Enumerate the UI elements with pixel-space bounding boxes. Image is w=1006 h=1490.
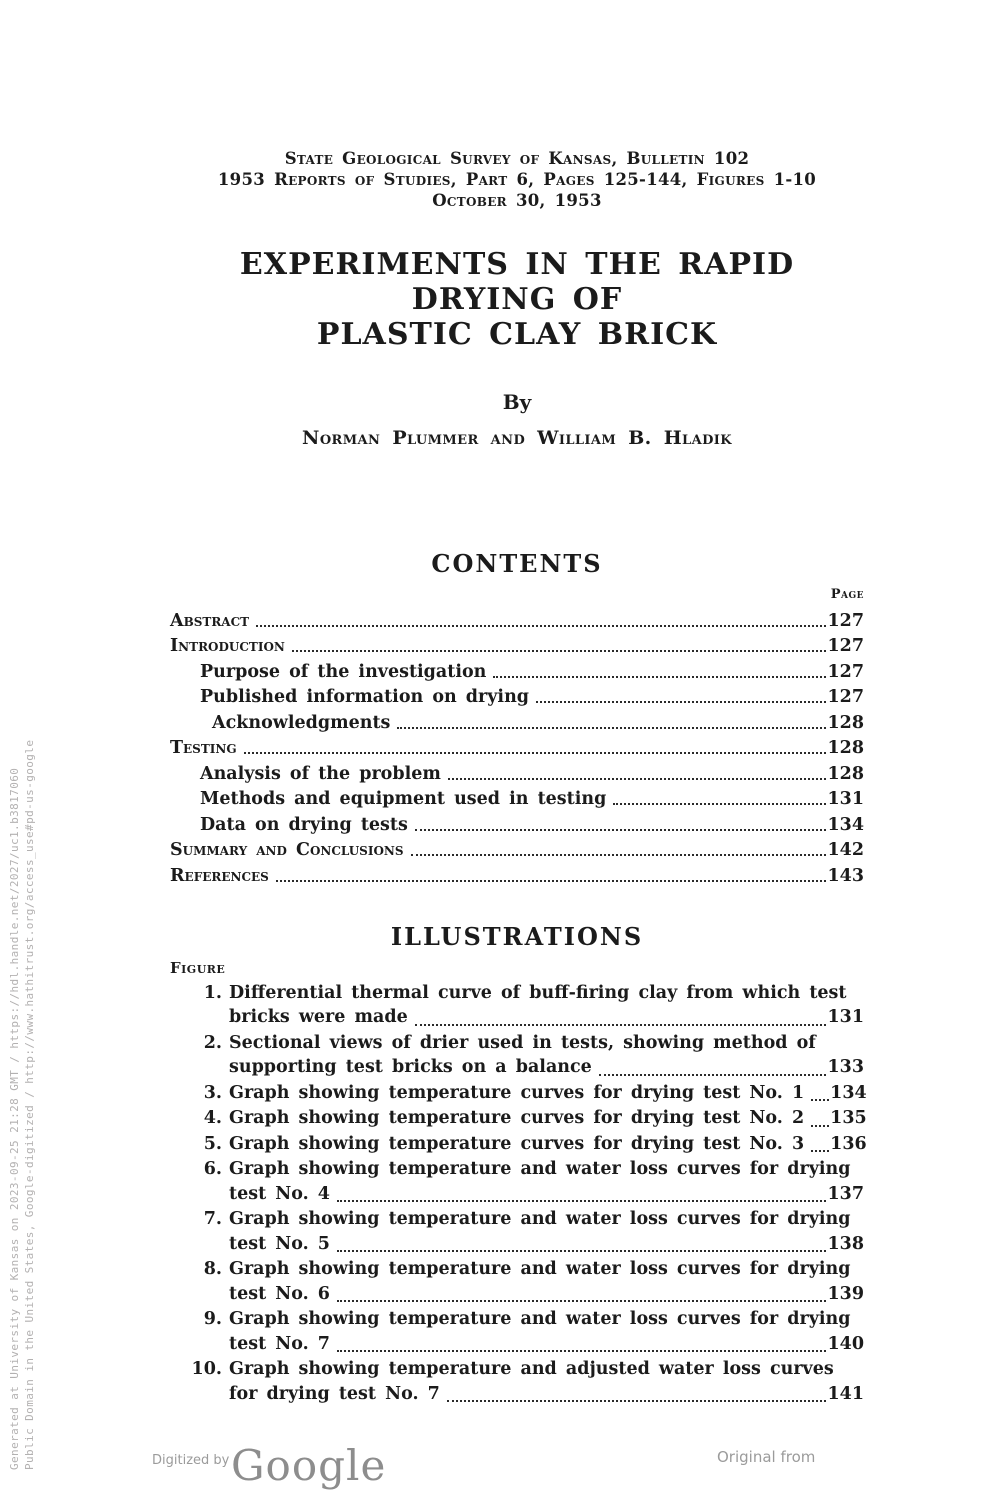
toc-entry-page: 127 <box>827 610 864 631</box>
figure-number: 5. <box>203 1133 222 1154</box>
toc-entry-label: Testing <box>170 738 237 758</box>
illustration-caption: Graph showing temperature and water loss curves for drying <box>229 1309 851 1329</box>
contents-heading: CONTENTS <box>431 549 603 578</box>
toc-entry-methods <box>170 784 864 810</box>
dot-leader <box>811 1125 829 1127</box>
figure-page: 140 <box>827 1333 864 1354</box>
illustration-caption: for drying test No. 7 <box>229 1383 440 1404</box>
dot-leader <box>411 854 827 856</box>
figure-number: 2. <box>203 1032 222 1053</box>
dot-leader <box>599 1074 827 1076</box>
dot-leader <box>337 1250 827 1252</box>
dot-leader <box>613 803 826 805</box>
figure-page: 139 <box>827 1283 864 1304</box>
figure-number: 3. <box>203 1082 222 1103</box>
illustrations-list <box>170 981 867 1407</box>
illustration-entry-2 <box>170 1031 864 1080</box>
dot-leader <box>493 676 826 678</box>
toc-entry-published-information <box>170 682 864 708</box>
illustration-line <box>170 1081 867 1106</box>
table-of-contents <box>170 605 864 886</box>
illustration-line <box>170 1257 864 1282</box>
illustration-line <box>170 1282 864 1307</box>
digitized-by-label: Digitized by <box>152 1453 230 1468</box>
figure-page: 131 <box>827 1007 864 1027</box>
figure-page: 136 <box>830 1133 867 1154</box>
toc-entry-label: Abstract <box>170 610 250 631</box>
figure-page: 141 <box>827 1383 864 1404</box>
hathitrust-watermark <box>7 740 37 1470</box>
figure-number: 1. <box>203 982 222 1003</box>
toc-entry-data-on-drying <box>170 809 864 835</box>
illustration-line <box>170 1005 864 1030</box>
illustration-caption: test No. 4 <box>229 1183 330 1204</box>
illustration-caption: Graph showing temperature curves for drying test No. 3 <box>229 1133 805 1154</box>
toc-entry-introduction <box>170 631 864 657</box>
illustration-entry-1 <box>170 981 864 1030</box>
figure-number: 8. <box>203 1259 222 1279</box>
toc-entry-page: 143 <box>827 865 864 886</box>
watermark-public-domain-line: Public Domain in the United States, Google-digitized / http://www.hathitrust.org/access_use#pd-us-google <box>23 739 36 1470</box>
figure-number: 9. <box>203 1309 222 1329</box>
paper-title-line1: EXPERIMENTS IN THE RAPID DRYING OF <box>239 247 795 317</box>
illustration-caption: Graph showing temperature and water loss curves for drying <box>229 1259 851 1279</box>
illustration-caption: Graph showing temperature and water loss curves for drying <box>229 1159 851 1179</box>
illustration-line <box>170 1055 864 1080</box>
toc-entry-page: 128 <box>827 763 864 784</box>
illustration-entry-6 <box>170 1157 864 1206</box>
toc-entry-label: Analysis of the problem <box>200 763 441 784</box>
figure-page: 134 <box>830 1082 867 1103</box>
toc-entry-page: 134 <box>827 814 864 835</box>
figure-page: 138 <box>827 1233 864 1254</box>
dot-leader <box>337 1300 827 1302</box>
toc-entry-label: Acknowledgments <box>212 712 391 733</box>
dot-leader <box>337 1350 827 1352</box>
illustration-line <box>170 1382 864 1407</box>
toc-entry-abstract <box>170 605 864 631</box>
toc-entry-page: 131 <box>827 789 864 809</box>
toc-entry-page: 142 <box>827 840 864 860</box>
toc-entry-references <box>170 860 864 886</box>
figure-page: 137 <box>827 1183 864 1204</box>
original-from-label: Original from <box>717 1448 816 1466</box>
illustration-line <box>170 1357 864 1382</box>
illustration-caption: Differential thermal curve of buff-firing clay from which test <box>229 982 847 1003</box>
paper-title-line2: PLASTIC CLAY BRICK <box>316 317 718 352</box>
illustration-caption: Sectional views of drier used in tests, showing method of <box>229 1032 816 1053</box>
toc-entry-label: Data on drying tests <box>200 814 408 835</box>
watermark-generated-line: Generated at University of Kansas on 2023-09-25 21:28 GMT / https://hdl.handle.net/2027/uc1.b3817060 <box>8 767 21 1470</box>
illustration-caption: test No. 6 <box>229 1283 330 1304</box>
bulletin-header-line2: 1953 Reports of Studies, Part 6, Pages 125-144, Figures 1-10 <box>217 170 817 189</box>
toc-entry-label: Introduction <box>170 636 285 656</box>
bulletin-header <box>170 148 864 211</box>
illustration-caption: Graph showing temperature curves for drying test No. 2 <box>229 1108 805 1128</box>
illustration-line <box>170 1182 864 1207</box>
dot-leader <box>448 778 827 780</box>
illustration-line <box>170 1106 867 1131</box>
dot-leader <box>536 701 826 703</box>
figure-number: 10. <box>191 1359 222 1379</box>
dot-leader <box>415 829 827 831</box>
illustration-entry-10 <box>170 1357 864 1406</box>
toc-entry-label: References <box>170 865 269 886</box>
illustration-entry-8 <box>170 1257 864 1306</box>
dot-leader <box>276 880 827 882</box>
google-logo: Google <box>231 1441 387 1490</box>
toc-entry-page: 127 <box>827 661 864 682</box>
illustration-line <box>170 1307 864 1332</box>
figure-number: 7. <box>203 1209 222 1229</box>
illustrations-heading: ILLUSTRATIONS <box>390 921 644 951</box>
dot-leader <box>256 625 826 627</box>
toc-entry-label: Methods and equipment used in testing <box>200 789 607 809</box>
figure-number: 6. <box>203 1159 222 1179</box>
illustration-entry-4 <box>170 1106 867 1131</box>
illustration-entry-7 <box>170 1207 864 1256</box>
illustration-caption: Graph showing temperature curves for drying test No. 1 <box>229 1082 805 1103</box>
figure-number: 4. <box>203 1108 222 1128</box>
byline: By <box>502 390 532 414</box>
dot-leader <box>447 1400 827 1402</box>
dot-leader <box>811 1150 829 1152</box>
illustration-line <box>170 981 864 1006</box>
dot-leader <box>244 752 827 754</box>
illustration-caption: Graph showing temperature and adjusted water loss curves <box>229 1359 834 1379</box>
illustration-caption: bricks were made <box>229 1007 408 1027</box>
illustration-caption: Graph showing temperature and water loss curves for drying <box>229 1209 851 1229</box>
dot-leader <box>811 1099 829 1101</box>
toc-entry-summary <box>170 835 864 861</box>
illustration-line <box>170 1232 864 1257</box>
toc-entry-page: 127 <box>827 687 864 707</box>
illustration-entry-5 <box>170 1132 867 1157</box>
paper-title <box>170 247 864 352</box>
toc-entry-testing <box>170 733 864 759</box>
toc-entry-page: 127 <box>827 636 864 656</box>
illustration-caption: test No. 7 <box>229 1333 330 1354</box>
toc-entry-label: Published information on drying <box>200 687 530 707</box>
page-content <box>170 148 867 1407</box>
figure-page: 135 <box>830 1108 867 1128</box>
illustration-caption: test No. 5 <box>229 1233 330 1254</box>
dot-leader <box>415 1024 827 1026</box>
authors: Norman Plummer and William B. Hladik <box>302 427 732 449</box>
bulletin-header-line1: State Geological Survey of Kansas, Bulletin 102 <box>284 149 750 168</box>
dot-leader <box>292 650 827 652</box>
toc-entry-acknowledgments <box>170 707 864 733</box>
illustration-caption: supporting test bricks on a balance <box>229 1057 592 1077</box>
bulletin-header-line3: October 30, 1953 <box>432 191 602 210</box>
toc-entry-page: 128 <box>827 712 864 733</box>
illustration-entry-3 <box>170 1081 867 1106</box>
illustration-entry-9 <box>170 1307 864 1356</box>
dot-leader <box>397 727 826 729</box>
figure-column-label: Figure <box>170 958 226 977</box>
toc-entry-page: 128 <box>827 738 864 758</box>
toc-entry-purpose <box>170 656 864 682</box>
illustration-line <box>170 1207 864 1232</box>
page-column-label: Page <box>830 587 864 602</box>
toc-entry-analysis <box>170 758 864 784</box>
toc-entry-label: Purpose of the investigation <box>200 661 487 682</box>
toc-entry-label: Summary and Conclusions <box>170 840 404 860</box>
figure-page: 133 <box>827 1057 864 1077</box>
illustration-line <box>170 1132 867 1157</box>
illustration-line <box>170 1157 864 1182</box>
illustration-line <box>170 1332 864 1357</box>
dot-leader <box>337 1200 827 1202</box>
illustration-line <box>170 1031 864 1056</box>
